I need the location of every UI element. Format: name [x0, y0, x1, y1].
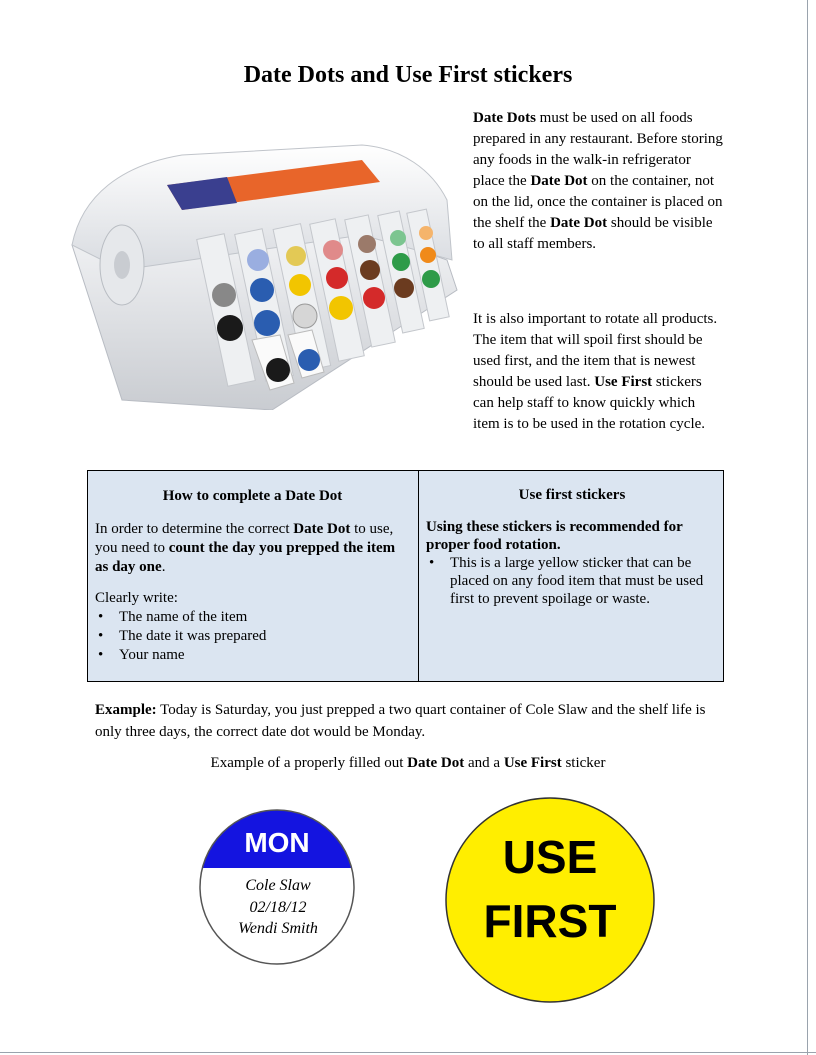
list-item: • The date it was prepared: [98, 628, 267, 644]
page-title: Date Dots and Use First stickers: [243, 62, 573, 88]
bullet-icon: •: [98, 628, 104, 644]
instructions-table: [87, 470, 724, 682]
example-paragraph: Example: Today is Saturday, you just prepped a two quart container of Cole Slaw and the shelf life is only three days, the correct date dot would be Monday.: [95, 702, 706, 740]
date-dot-sticker: [196, 806, 358, 968]
list-item: • The name of the item: [98, 609, 248, 625]
use-first-cell-subtitle: Using these stickers is recommended for proper food rotation.: [426, 519, 683, 553]
use-first-line1: USE: [502, 831, 598, 883]
date-dot-cell-title: How to complete a Date Dot: [162, 488, 343, 504]
sticker-caption: Example of a properly filled out Date Dot and a Use First sticker: [210, 755, 606, 771]
date-dot-cell-text: In order to determine the correct Date Dot to use, you need to count the day you prepped the item as day one.: [95, 521, 396, 575]
date-dot-instructions-cell: [95, 487, 410, 665]
clearly-write-list: [95, 608, 410, 665]
bullet-icon: •: [98, 647, 104, 663]
use-first-line2: FIRST: [483, 895, 617, 947]
intro-paragraph-2: It is also important to rotate all products. The item that will spoil first should be used first, and the item that is newest should be used last. Use First stickers can help staff to know quickly which item is to be used in the rotation cycle.: [473, 311, 718, 432]
page-border-right: [807, 0, 808, 1055]
date-dots-dispenser-image: [62, 140, 462, 410]
use-first-list: [426, 554, 718, 608]
use-first-sticker: [443, 795, 658, 1005]
page-border-bottom: [0, 1052, 816, 1053]
date-dot-name: Wendi Smith: [238, 920, 318, 937]
bullet-icon: •: [98, 609, 104, 625]
list-item: • This is a large yellow sticker that can be placed on any food item that must be used first to prevent spoilage or waste.: [429, 555, 704, 607]
table-divider: [418, 471, 419, 681]
use-first-cell-title: Use first stickers: [518, 487, 626, 503]
clearly-write-label: Clearly write:: [95, 590, 178, 606]
intro-paragraph-1: Date Dots must be used on all foods prepared in any restaurant. Before storing any foods in the walk-in refrigerator place the Date Dot on the container, not on the lid, once the container is placed on the shelf the Date Dot should be visible to all staff members.: [473, 110, 723, 252]
date-dot-item-name: Cole Slaw: [245, 877, 311, 894]
list-item: • Your name: [98, 647, 185, 663]
use-first-cell: [426, 486, 718, 608]
bullet-icon: •: [429, 555, 435, 571]
date-dot-day: MON: [244, 827, 310, 858]
date-dot-date: 02/18/12: [249, 899, 307, 916]
